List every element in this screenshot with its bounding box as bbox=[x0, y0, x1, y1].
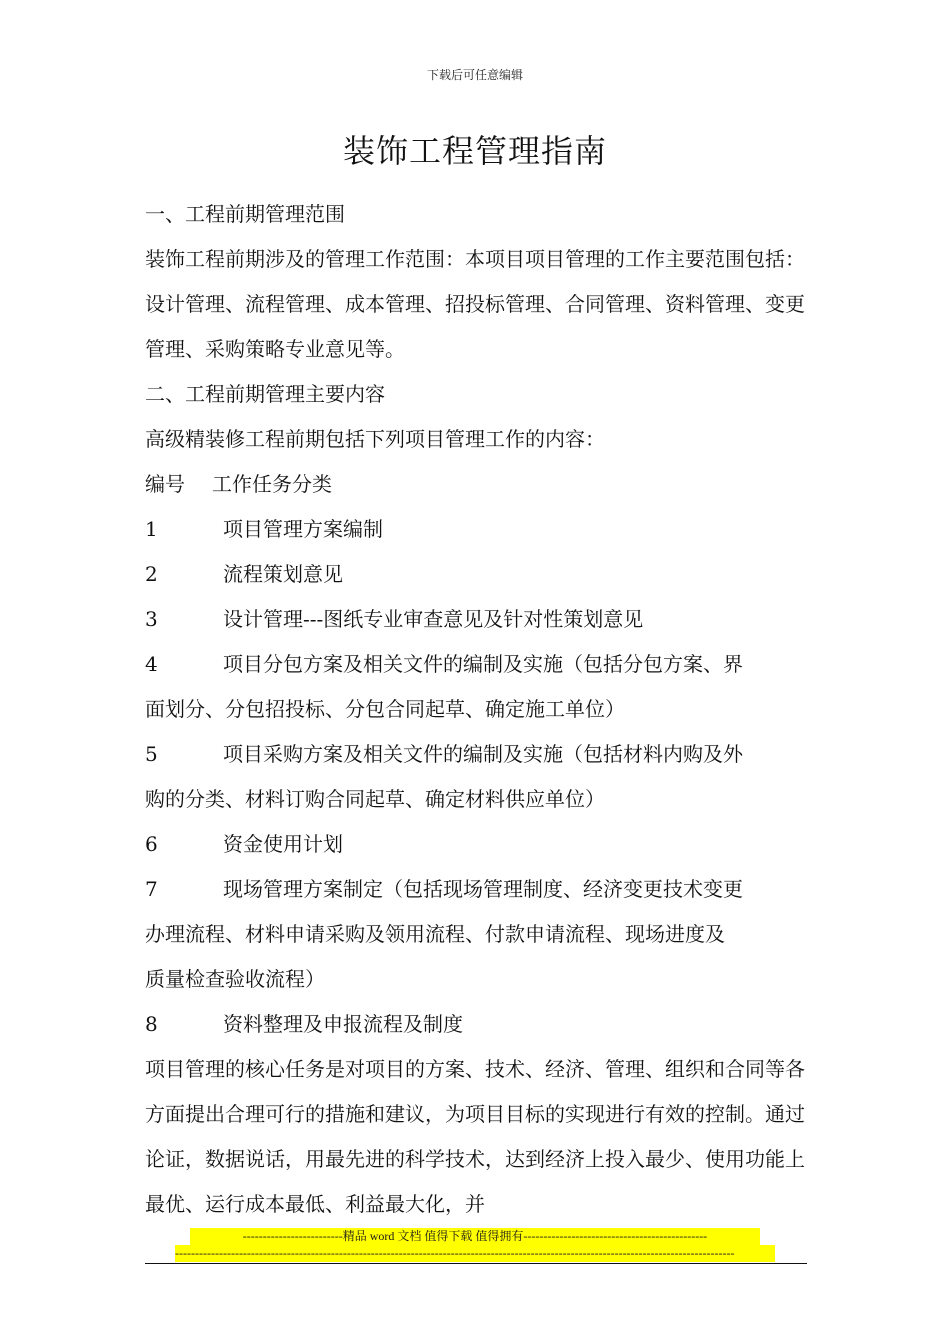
task-text: 项目采购方案及相关文件的编制及实施（包括材料内购及外 bbox=[223, 742, 743, 766]
task-row-4 bbox=[145, 642, 815, 687]
document-body bbox=[145, 192, 815, 1227]
task-row-5 bbox=[145, 732, 815, 777]
task-text: 资料整理及申报流程及制度 bbox=[223, 1012, 463, 1036]
task-row-1 bbox=[145, 507, 815, 552]
closing-paragraph: 项目管理的核心任务是对项目的方案、技术、经济、管理、组织和合同等各方面提出合理可行的措施和建议，为项目目标的实现进行有效的控制。通过论证，数据说话，用最先进的科学技术，达到经济上投入最少、使用功能上最优、运行成本最低、利益最大化，并 bbox=[145, 1057, 805, 1216]
task-number: 7 bbox=[145, 877, 158, 901]
task-text: 现场管理方案制定（包括现场管理制度、经济变更技术变更 bbox=[223, 877, 743, 901]
task-text: 流程策划意见 bbox=[223, 562, 343, 586]
section2-intro: 高级精装修工程前期包括下列项目管理工作的内容： bbox=[145, 427, 605, 451]
task-row-8 bbox=[145, 1002, 815, 1047]
task-row-2 bbox=[145, 552, 815, 597]
task-row-7 bbox=[145, 867, 815, 912]
task-row-3 bbox=[145, 597, 815, 642]
header-note: 下载后可任意编辑 bbox=[426, 68, 523, 82]
task-text: 设计管理---图纸专业审查意见及针对性策划意见 bbox=[223, 607, 644, 631]
task-text: 项目管理方案编制 bbox=[223, 517, 383, 541]
task-number: 6 bbox=[145, 832, 158, 856]
task-number: 2 bbox=[145, 562, 158, 586]
task-row-4-continued: 面划分、分包招投标、分包合同起草、确定施工单位） bbox=[145, 697, 625, 721]
task-number: 8 bbox=[145, 1012, 158, 1036]
table-header-task: 工作任务分类 bbox=[212, 472, 332, 496]
task-row-5-continued: 购的分类、材料订购合同起草、确定材料供应单位） bbox=[145, 787, 605, 811]
section1-paragraph: 装饰工程前期涉及的管理工作范围：本项目项目管理的工作主要范围包括：设计管理、流程管理、成本管理、招投标管理、合同管理、资料管理、变更管理、采购策略专业意见等。 bbox=[145, 247, 805, 361]
task-table-header bbox=[145, 462, 815, 507]
task-number: 5 bbox=[145, 742, 158, 766]
document-title: 装饰工程管理指南 bbox=[342, 132, 607, 170]
footer-rule bbox=[145, 1263, 807, 1264]
footer-banner: -------------------------精品 word 文档 值得下载 值得拥有---------------------------------------------- bbox=[190, 1228, 760, 1245]
task-row-7-continued: 办理流程、材料申请采购及领用流程、付款申请流程、现场进度及 bbox=[145, 922, 725, 946]
task-number: 3 bbox=[145, 607, 158, 631]
task-text: 项目分包方案及相关文件的编制及实施（包括分包方案、界 bbox=[223, 652, 743, 676]
footer-dash-line: -------------------------------------------------------------------------------------------------------------------------------------------- bbox=[175, 1245, 775, 1262]
task-number: 4 bbox=[145, 652, 158, 676]
task-number: 1 bbox=[145, 517, 158, 541]
table-header-code: 编号 bbox=[145, 472, 185, 496]
task-row-7-continued-2: 质量检查验收流程） bbox=[145, 967, 325, 991]
task-row-6 bbox=[145, 822, 815, 867]
task-text: 资金使用计划 bbox=[223, 832, 343, 856]
section1-heading: 一、工程前期管理范围 bbox=[145, 202, 345, 226]
section2-heading: 二、工程前期管理主要内容 bbox=[145, 382, 385, 406]
